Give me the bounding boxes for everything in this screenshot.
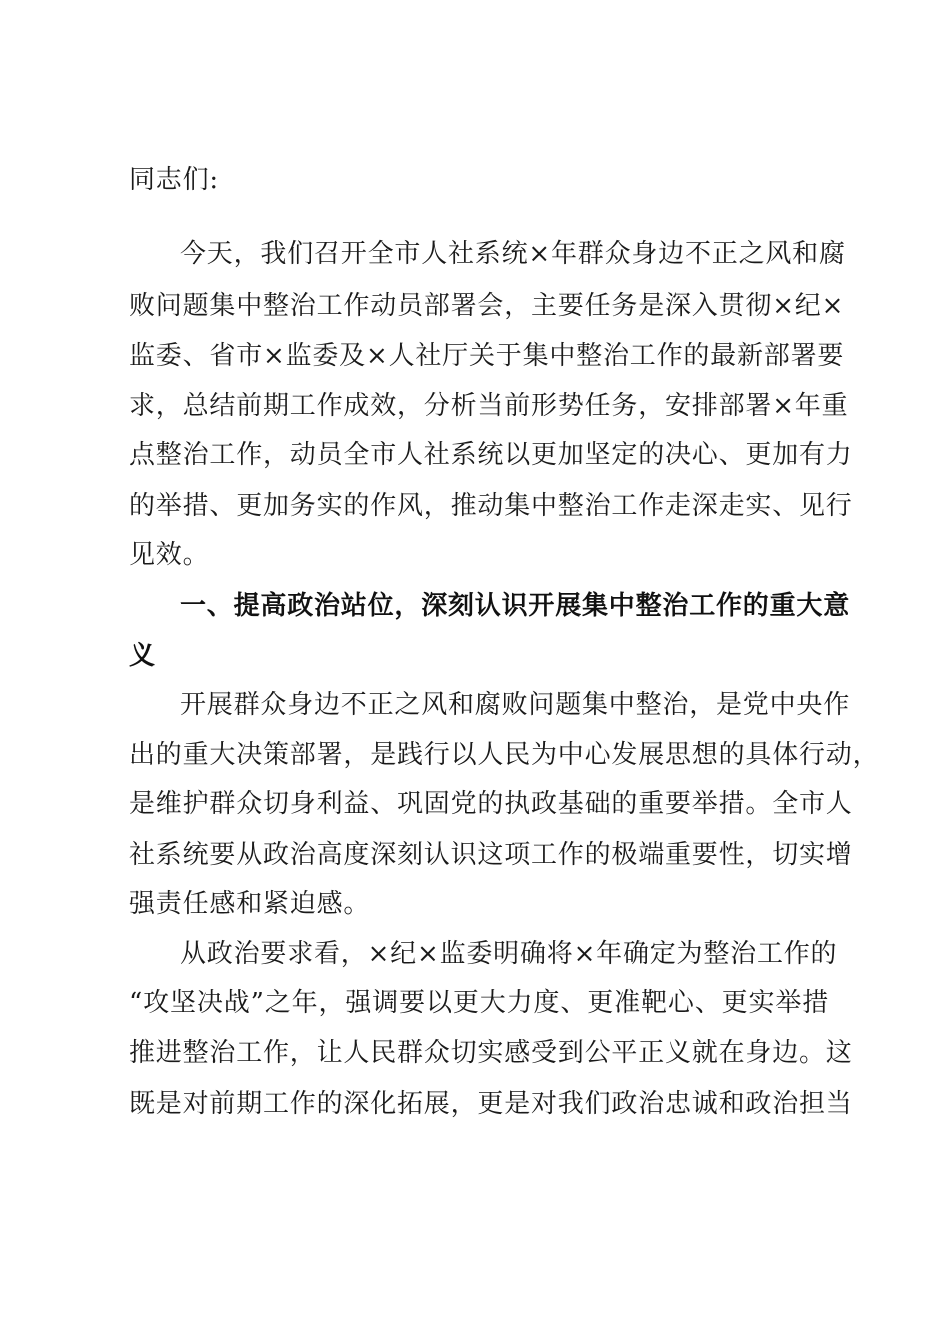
paragraph-line: 是维护群众切身利益、巩固党的执政基础的重要举措。全市人	[129, 789, 853, 819]
paragraph-line: 推进整治工作，让人民群众切实感受到公平正义就在身边。这	[129, 1038, 853, 1068]
paragraph-line: 从政治要求看，×纪×监委明确将×年确定为整治工作的	[180, 939, 838, 969]
paragraph-line: 社系统要从政治高度深刻认识这项工作的极端重要性，切实增	[129, 840, 853, 870]
paragraph-line: 败问题集中整治工作动员部署会，主要任务是深入贯彻×纪×	[129, 291, 845, 321]
salutation: 同志们:	[129, 165, 219, 195]
paragraph-line: 监委、省市×监委及×人社厅关于集中整治工作的最新部署要	[129, 341, 845, 371]
paragraph-line: 见效。	[129, 540, 210, 570]
paragraph-line: 点整治工作，动员全市人社系统以更加坚定的决心、更加有力	[129, 440, 853, 470]
paragraph-line: 今天，我们召开全市人社系统×年群众身边不正之风和腐	[180, 239, 846, 269]
paragraph-line: 求，总结前期工作成效，分析当前形势任务，安排部署×年重	[129, 391, 849, 421]
paragraph-line: “攻坚决战”之年，强调要以更大力度、更准靶心、更实举措	[129, 988, 829, 1018]
paragraph-line: 开展群众身边不正之风和腐败问题集中整治，是党中央作	[180, 690, 851, 720]
paragraph-line: 的举措、更加务实的作风，推动集中整治工作走深走实、见行	[129, 491, 853, 521]
section-heading: 一、提高政治站位，深刻认识开展集中整治工作的重大意	[180, 591, 851, 621]
section-heading: 义	[129, 641, 156, 671]
paragraph-line: 出的重大决策部署，是践行以人民为中心发展思想的具体行动，	[129, 740, 880, 770]
paragraph-line: 强责任感和紧迫感。	[129, 889, 371, 919]
paragraph-line: 既是对前期工作的深化拓展，更是对我们政治忠诚和政治担当	[129, 1089, 853, 1119]
